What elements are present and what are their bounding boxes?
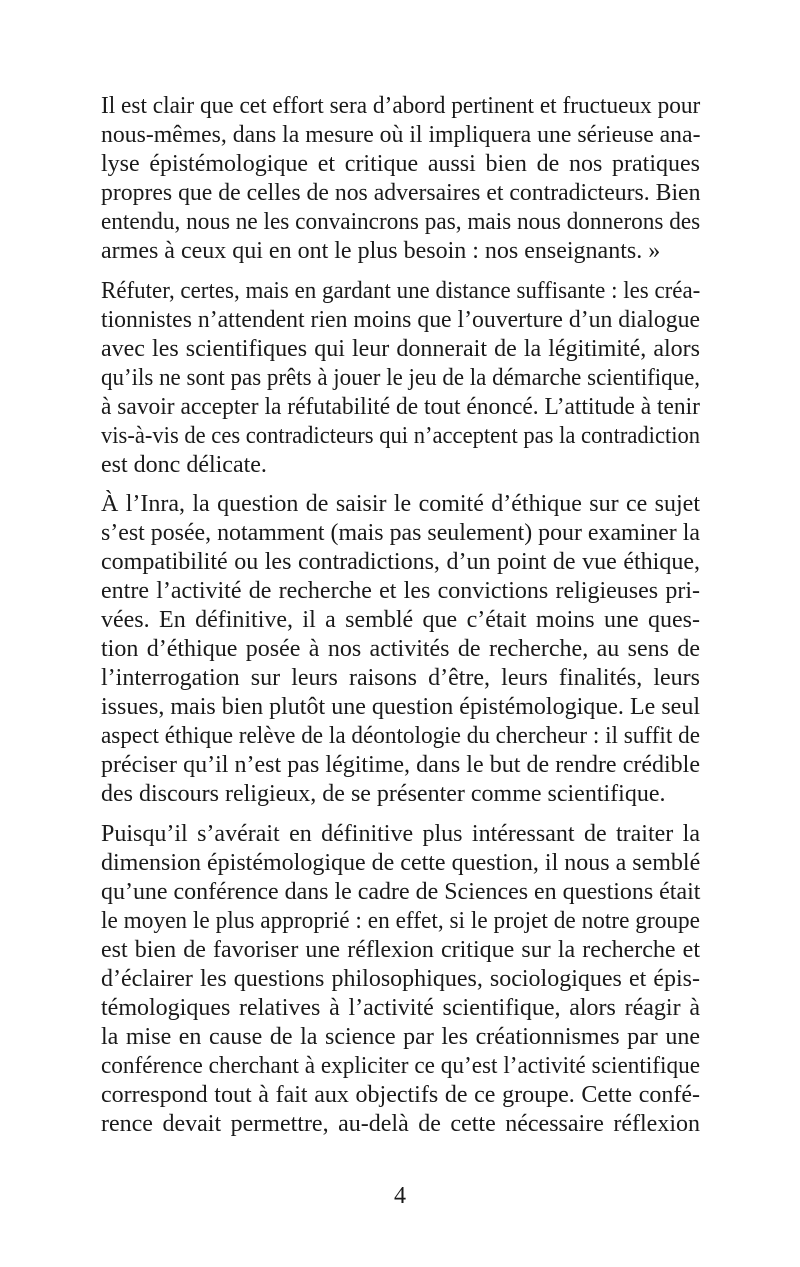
text-line: vis-à-vis de ces contradicteurs qui n’acceptent pas la contradiction <box>101 422 701 449</box>
text-line: avec les scientifiques qui leur donnerait de la légitimité, alors <box>101 335 700 362</box>
text-line: préciser qu’il n’est pas légitime, dans le but de rendre crédible <box>101 752 700 779</box>
paragraph <box>101 92 700 266</box>
text-line: entre l’activité de recherche et les convictions religieuses pri- <box>101 578 700 605</box>
text-line: est donc délicate. <box>101 451 267 478</box>
text-line: des discours religieux, de se présenter comme scientifique. <box>101 781 666 808</box>
text-line: issues, mais bien plutôt une question épistémologique. Le seul <box>101 694 700 721</box>
text-line: Puisqu’il s’avérait en définitive plus intéressant de traiter la <box>101 821 700 848</box>
text-line: Réfuter, certes, mais en gardant une distance suffisante : les créa- <box>101 277 701 304</box>
text-line: s’est posée, notamment (mais pas seulement) pour examiner la <box>101 520 700 547</box>
text-line: tion d’éthique posée à nos activités de recherche, au sens de <box>101 636 700 663</box>
text-line: vées. En définitive, il a semblé que c’était moins une ques- <box>101 607 700 634</box>
paragraph <box>101 490 700 809</box>
text-line: qu’une conférence dans le cadre de Sciences en questions était <box>101 879 701 906</box>
text-line: compatibilité ou les contradictions, d’un point de vue éthique, <box>101 549 700 576</box>
text-line: À l’Inra, la question de saisir le comité d’éthique sur ce sujet <box>101 491 700 518</box>
paragraph <box>101 820 700 1139</box>
text-line: l’interrogation sur leurs raisons d’être, leurs finalités, leurs <box>101 665 700 692</box>
paragraph <box>101 277 700 480</box>
page-number: 4 <box>394 1183 406 1209</box>
text-line: à savoir accepter la réfutabilité de tout énoncé. L’attitude à tenir <box>101 393 700 420</box>
text-line: Il est clair que cet effort sera d’abord pertinent et fructueux pour <box>101 93 701 119</box>
text-line: correspond tout à fait aux objectifs de ce groupe. Cette confé- <box>101 1082 700 1109</box>
text-line: le moyen le plus approprié : en effet, si le projet de notre groupe <box>101 908 700 935</box>
text-line: aspect éthique relève de la déontologie du chercheur : il suffit de <box>101 723 700 750</box>
text-line: lyse épistémologique et critique aussi bien de nos pratiques <box>101 151 700 177</box>
text-line: entendu, nous ne les convaincrons pas, mais nous donnerons des <box>101 209 701 235</box>
text-line: armes à ceux qui en ont le plus besoin : nos enseignants. » <box>101 238 661 264</box>
text-line: conférence cherchant à expliciter ce qu’est l’activité scientifique <box>101 1053 700 1080</box>
text-line: d’éclairer les questions philosophiques, sociologiques et épis- <box>101 966 700 993</box>
text-line: tionnistes n’attendent rien moins que l’ouverture d’un dialogue <box>101 306 700 333</box>
page-body <box>101 92 700 1150</box>
text-line: qu’ils ne sont pas prêts à jouer le jeu de la démarche scientifique, <box>101 364 700 391</box>
text-line: rence devait permettre, au-delà de cette nécessaire réflexion <box>101 1111 700 1138</box>
text-line: nous-mêmes, dans la mesure où il impliquera une sérieuse ana- <box>101 122 701 148</box>
text-line: propres que de celles de nos adversaires et contradicteurs. Bien <box>101 180 701 206</box>
text-line: témologiques relatives à l’activité scientifique, alors réagir à <box>101 995 700 1022</box>
text-line: dimension épistémologique de cette question, il nous a semblé <box>101 850 701 877</box>
text-line: la mise en cause de la science par les créationnismes par une <box>101 1024 700 1051</box>
text-line: est bien de favoriser une réflexion critique sur la recherche et <box>101 937 700 964</box>
